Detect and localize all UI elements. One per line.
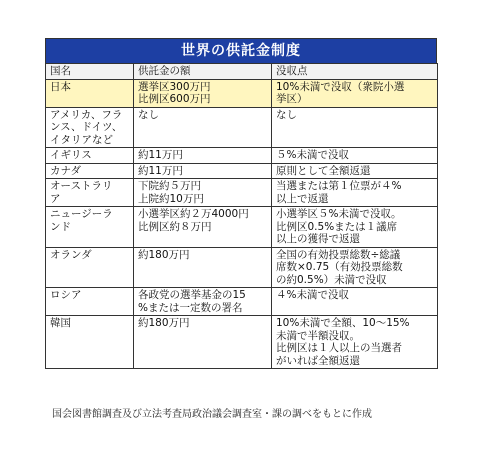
cell-line: 上院約10万円 [138, 192, 204, 205]
cell-line: %または一定数の署名 [138, 301, 243, 314]
cell-line: カナダ [50, 164, 81, 177]
forfeit-cell [272, 288, 438, 316]
amount-cell [134, 79, 272, 107]
table-row [46, 163, 438, 179]
cell-line: ンス、ドイツ、 [50, 121, 123, 133]
cell-line: ロシア [50, 289, 82, 301]
cell-line: 当選または第１位票が４% [276, 180, 402, 192]
cell-line: オーストラリ [50, 180, 113, 192]
source-footnote: 国会図書館調査及び立法考査局政治議会調査室・課の調べをもとに作成 [52, 409, 372, 420]
cell-line: 全国の有効投票総数÷総議 [276, 248, 401, 261]
amount-cell [134, 247, 272, 288]
cell-line: 小選挙区約２万4000円 [138, 208, 249, 220]
cell-line: 原則として全額返還 [276, 164, 371, 177]
forfeit-cell [272, 179, 438, 207]
forfeit-cell [272, 163, 438, 179]
cell-line: がいれば全額返還 [276, 354, 360, 367]
cell-line: の約0.5%）未満で没収 [276, 273, 387, 286]
amount-cell [134, 288, 272, 316]
cell-line: 以上で返還 [276, 192, 329, 205]
country-cell [46, 148, 134, 164]
cell-line: 下院約５万円 [138, 180, 201, 192]
table-row [46, 107, 438, 148]
cell-line: 日本 [50, 80, 71, 93]
cell-line: 約11万円 [138, 164, 183, 177]
cell-line: アメリカ、フラ [50, 108, 123, 121]
cell-line: ニュージーラ [50, 208, 113, 220]
table-row [46, 288, 438, 316]
table-row [46, 247, 438, 288]
cell-line: 席数×0.75（有効投票総数 [276, 261, 403, 273]
cell-line: 10%未満で全額、10〜15% [276, 317, 410, 329]
table-row [46, 148, 438, 164]
table-row [46, 316, 438, 369]
amount-cell [134, 163, 272, 179]
cell-line: 未満で半額没収。 [276, 329, 360, 342]
cell-line: 10%未満で没収（衆院小選 [276, 80, 405, 93]
cell-line: 約11万円 [138, 149, 183, 161]
forfeit-cell [272, 207, 438, 248]
country-cell [46, 316, 134, 369]
cell-line: オランダ [50, 248, 92, 261]
cell-line: イタリアなど [50, 133, 113, 146]
header-forfeit: 没収点 [272, 64, 438, 80]
table-title: 世界の供託金制度 [45, 38, 437, 63]
deposit-table [45, 63, 438, 369]
cell-line: なし [276, 108, 297, 121]
cell-line: 小選挙区５%未満で没収。 [276, 208, 402, 220]
cell-line: ４%未満で没収 [276, 289, 349, 301]
cell-line: 比例区0.5%または１議席 [276, 220, 398, 233]
forfeit-cell [272, 247, 438, 288]
cell-line: 韓国 [50, 317, 71, 329]
table-body [46, 79, 438, 369]
forfeit-cell [272, 148, 438, 164]
table-row [46, 207, 438, 248]
country-cell [46, 247, 134, 288]
table-row [46, 79, 438, 107]
amount-cell [134, 148, 272, 164]
amount-cell [134, 316, 272, 369]
cell-line: イギリス [50, 149, 92, 161]
header-country: 国名 [46, 64, 134, 80]
amount-cell [134, 207, 272, 248]
cell-line: 選挙区300万円 [138, 80, 211, 93]
cell-line: 約180万円 [138, 317, 190, 329]
cell-line: 比例区は１人以上の当選者 [276, 342, 402, 354]
forfeit-cell [272, 79, 438, 107]
header-row [46, 64, 438, 80]
country-cell [46, 288, 134, 316]
header-amount: 供託金の額 [134, 64, 272, 80]
deposit-table-panel [45, 38, 437, 369]
country-cell [46, 179, 134, 207]
cell-line: なし [138, 108, 159, 121]
country-cell [46, 79, 134, 107]
forfeit-cell [272, 107, 438, 148]
cell-line: 各政党の選挙基金の15 [138, 289, 246, 301]
table-row [46, 179, 438, 207]
country-cell [46, 107, 134, 148]
cell-line: 比例区600万円 [138, 93, 211, 105]
cell-line: ５%未満で没収 [276, 149, 349, 161]
country-cell [46, 163, 134, 179]
country-cell [46, 207, 134, 248]
amount-cell [134, 107, 272, 148]
cell-line: 比例区約８万円 [138, 220, 212, 233]
cell-line: 約180万円 [138, 248, 190, 261]
amount-cell [134, 179, 272, 207]
cell-line: ンド [50, 220, 71, 233]
cell-line: 挙区） [276, 93, 308, 105]
cell-line: ア [50, 192, 61, 205]
forfeit-cell [272, 316, 438, 369]
cell-line: 以上の獲得で返還 [276, 233, 360, 245]
